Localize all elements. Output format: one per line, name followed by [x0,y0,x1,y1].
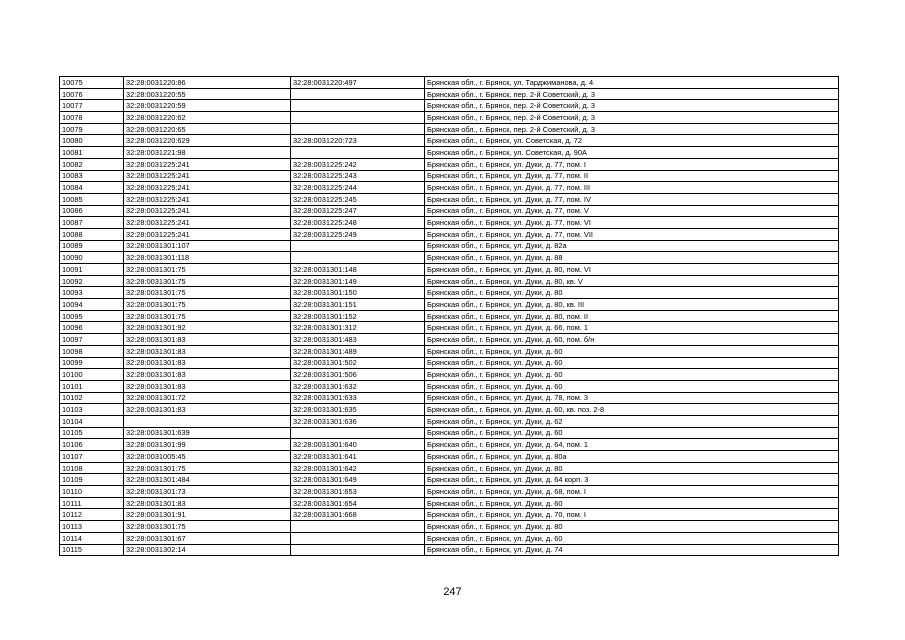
object-cadastral-number-cell [291,532,425,544]
object-cadastral-number-cell: 32:28:0031225:247 [291,205,425,217]
cadastral-number-cell: 32:28:0031220:65 [124,123,291,135]
cadastral-number-cell: 32:28:0031225:241 [124,170,291,182]
address-cell: Брянская обл., г. Брянск, ул. Тарджиманова, д. 4 [425,77,839,89]
row-number-cell: 10103 [60,404,124,416]
table-row [60,462,839,474]
address-cell: Брянская обл., г. Брянск, ул. Дуки, д. 68, пом. I [425,486,839,498]
object-cadastral-number-cell [291,123,425,135]
object-cadastral-number-cell: 32:28:0031220:723 [291,135,425,147]
cadastral-number-cell: 32:28:0031301:73 [124,486,291,498]
address-cell: Брянская обл., г. Брянск, ул. Дуки, д. 80 [425,521,839,533]
table-row [60,486,839,498]
cadastral-number-cell: 32:28:0031301:75 [124,299,291,311]
row-number-cell: 10107 [60,451,124,463]
row-number-cell: 10104 [60,415,124,427]
object-cadastral-number-cell: 32:28:0031301:632 [291,380,425,392]
table-row [60,135,839,147]
row-number-cell: 10077 [60,100,124,112]
row-number-cell: 10097 [60,334,124,346]
table-row [60,88,839,100]
cadastral-number-cell: 32:28:0031301:83 [124,497,291,509]
table-row [60,380,839,392]
cadastral-number-cell: 32:28:0031301:83 [124,334,291,346]
address-cell: Брянская обл., г. Брянск, ул. Дуки, д. 62 [425,415,839,427]
register-table [59,76,839,556]
object-cadastral-number-cell: 32:28:0031220:497 [291,77,425,89]
address-cell: Брянская обл., г. Брянск, ул. Советская, д. 72 [425,135,839,147]
cadastral-number-cell: 32:28:0031225:241 [124,158,291,170]
object-cadastral-number-cell [291,88,425,100]
address-cell: Брянская обл., г. Брянск, ул. Дуки, д. 80 [425,462,839,474]
table-row [60,299,839,311]
table-row [60,509,839,521]
address-cell: Брянская обл., г. Брянск, ул. Дуки, д. 60 [425,345,839,357]
address-cell: Брянская обл., г. Брянск, пер. 2-й Советский, д. 3 [425,100,839,112]
cadastral-number-cell: 32:28:0031220:62 [124,112,291,124]
table-row [60,544,839,556]
address-cell: Брянская обл., г. Брянск, ул. Дуки, д. 60 [425,357,839,369]
cadastral-number-cell: 32:28:0031301:83 [124,345,291,357]
row-number-cell: 10086 [60,205,124,217]
address-cell: Брянская обл., г. Брянск, пер. 2-й Советский, д. 3 [425,88,839,100]
row-number-cell: 10093 [60,287,124,299]
cadastral-number-cell: 32:28:0031301:83 [124,380,291,392]
address-cell: Брянская обл., г. Брянск, ул. Дуки, д. 60 [425,380,839,392]
object-cadastral-number-cell [291,100,425,112]
row-number-cell: 10112 [60,509,124,521]
table-row [60,532,839,544]
row-number-cell: 10083 [60,170,124,182]
address-cell: Брянская обл., г. Брянск, ул. Дуки, д. 88 [425,252,839,264]
cadastral-number-cell: 32:28:0031225:241 [124,228,291,240]
row-number-cell: 10084 [60,182,124,194]
object-cadastral-number-cell: 32:28:0031301:641 [291,451,425,463]
address-cell: Брянская обл., г. Брянск, ул. Дуки, д. 77, пом. III [425,182,839,194]
cadastral-number-cell: 32:28:0031220:59 [124,100,291,112]
row-number-cell: 10111 [60,497,124,509]
row-number-cell: 10080 [60,135,124,147]
table-row [60,345,839,357]
row-number-cell: 10095 [60,310,124,322]
cadastral-number-cell: 32:28:0031301:639 [124,427,291,439]
cadastral-number-cell: 32:28:0031301:75 [124,462,291,474]
object-cadastral-number-cell: 32:28:0031225:248 [291,217,425,229]
table-row [60,123,839,135]
object-cadastral-number-cell: 32:28:0031301:506 [291,369,425,381]
object-cadastral-number-cell: 32:28:0031225:243 [291,170,425,182]
row-number-cell: 10114 [60,532,124,544]
object-cadastral-number-cell: 32:28:0031225:245 [291,193,425,205]
object-cadastral-number-cell [291,544,425,556]
object-cadastral-number-cell: 32:28:0031301:653 [291,486,425,498]
table-row [60,158,839,170]
cadastral-number-cell: 32:28:0031301:91 [124,509,291,521]
object-cadastral-number-cell [291,112,425,124]
table-row [60,451,839,463]
table-row [60,287,839,299]
cadastral-number-cell [124,415,291,427]
table-row [60,77,839,89]
table-row [60,334,839,346]
table-row [60,217,839,229]
cadastral-number-cell: 32:28:0031301:75 [124,521,291,533]
table-row [60,205,839,217]
row-number-cell: 10078 [60,112,124,124]
object-cadastral-number-cell [291,147,425,159]
cadastral-number-cell: 32:28:0031220:629 [124,135,291,147]
cadastral-number-cell: 32:28:0031301:75 [124,264,291,276]
address-cell: Брянская обл., г. Брянск, ул. Дуки, д. 77, пом. VII [425,228,839,240]
cadastral-number-cell: 32:28:0031301:75 [124,275,291,287]
address-cell: Брянская обл., г. Брянск, ул. Дуки, д. 64 корп. 3 [425,474,839,486]
address-cell: Брянская обл., г. Брянск, ул. Дуки, д. 77, пом. VI [425,217,839,229]
cadastral-number-cell: 32:28:0031301:99 [124,439,291,451]
address-cell: Брянская обл., г. Брянск, ул. Дуки, д. 77, пом. II [425,170,839,182]
address-cell: Брянская обл., г. Брянск, ул. Дуки, д. 80, кв. III [425,299,839,311]
row-number-cell: 10089 [60,240,124,252]
cadastral-number-cell: 32:28:0031005:45 [124,451,291,463]
table-row [60,357,839,369]
row-number-cell: 10113 [60,521,124,533]
register-table-body [60,77,839,556]
row-number-cell: 10087 [60,217,124,229]
table-row [60,322,839,334]
cadastral-number-cell: 32:28:0031301:75 [124,287,291,299]
address-cell: Брянская обл., г. Брянск, ул. Дуки, д. 60 [425,532,839,544]
table-row [60,427,839,439]
row-number-cell: 10092 [60,275,124,287]
cadastral-number-cell: 32:28:0031301:83 [124,369,291,381]
cadastral-number-cell: 32:28:0031301:72 [124,392,291,404]
table-row [60,240,839,252]
cadastral-number-cell: 32:28:0031225:241 [124,217,291,229]
address-cell: Брянская обл., г. Брянск, ул. Дуки, д. 60, пом. б/н [425,334,839,346]
row-number-cell: 10075 [60,77,124,89]
object-cadastral-number-cell: 32:28:0031301:642 [291,462,425,474]
object-cadastral-number-cell: 32:28:0031301:148 [291,264,425,276]
row-number-cell: 10079 [60,123,124,135]
address-cell: Брянская обл., г. Брянск, ул. Дуки, д. 70, пом. I [425,509,839,521]
cadastral-number-cell: 32:28:0031220:55 [124,88,291,100]
row-number-cell: 10088 [60,228,124,240]
cadastral-number-cell: 32:28:0031301:75 [124,310,291,322]
object-cadastral-number-cell [291,240,425,252]
object-cadastral-number-cell: 32:28:0031301:149 [291,275,425,287]
address-cell: Брянская обл., г. Брянск, ул. Дуки, д. 77, пом. IV [425,193,839,205]
object-cadastral-number-cell: 32:28:0031301:636 [291,415,425,427]
row-number-cell: 10096 [60,322,124,334]
row-number-cell: 10102 [60,392,124,404]
object-cadastral-number-cell: 32:28:0031225:242 [291,158,425,170]
row-number-cell: 10110 [60,486,124,498]
cadastral-number-cell: 32:28:0031301:484 [124,474,291,486]
cadastral-number-cell: 32:28:0031301:92 [124,322,291,334]
row-number-cell: 10101 [60,380,124,392]
object-cadastral-number-cell: 32:28:0031301:312 [291,322,425,334]
table-row [60,147,839,159]
table-row [60,228,839,240]
row-number-cell: 10108 [60,462,124,474]
row-number-cell: 10098 [60,345,124,357]
row-number-cell: 10091 [60,264,124,276]
object-cadastral-number-cell: 32:28:0031301:502 [291,357,425,369]
address-cell: Брянская обл., г. Брянск, ул. Дуки, д. 77, пом. V [425,205,839,217]
table-row [60,170,839,182]
object-cadastral-number-cell: 32:28:0031301:489 [291,345,425,357]
address-cell: Брянская обл., г. Брянск, ул. Дуки, д. 80, пом. VI [425,264,839,276]
row-number-cell: 10105 [60,427,124,439]
table-row [60,310,839,322]
row-number-cell: 10094 [60,299,124,311]
address-cell: Брянская обл., г. Брянск, пер. 2-й Советский, д. 3 [425,123,839,135]
object-cadastral-number-cell: 32:28:0031301:649 [291,474,425,486]
object-cadastral-number-cell: 32:28:0031301:633 [291,392,425,404]
row-number-cell: 10085 [60,193,124,205]
cadastral-number-cell: 32:28:0031302:14 [124,544,291,556]
cadastral-number-cell: 32:28:0031225:241 [124,193,291,205]
table-row [60,193,839,205]
object-cadastral-number-cell: 32:28:0031301:654 [291,497,425,509]
row-number-cell: 10082 [60,158,124,170]
cadastral-number-cell: 32:28:0031301:118 [124,252,291,264]
table-row [60,392,839,404]
object-cadastral-number-cell: 32:28:0031225:249 [291,228,425,240]
address-cell: Брянская обл., г. Брянск, ул. Дуки, д. 64, пом. 1 [425,439,839,451]
table-row [60,112,839,124]
object-cadastral-number-cell: 32:28:0031225:244 [291,182,425,194]
table-row [60,415,839,427]
table-row [60,474,839,486]
table-row [60,497,839,509]
object-cadastral-number-cell [291,252,425,264]
cadastral-number-cell: 32:28:0031301:67 [124,532,291,544]
object-cadastral-number-cell: 32:28:0031301:483 [291,334,425,346]
object-cadastral-number-cell: 32:28:0031301:152 [291,310,425,322]
row-number-cell: 10081 [60,147,124,159]
table-row [60,439,839,451]
address-cell: Брянская обл., г. Брянск, ул. Дуки, д. 82а [425,240,839,252]
cadastral-number-cell: 32:28:0031301:83 [124,404,291,416]
address-cell: Брянская обл., г. Брянск, пер. 2-й Советский, д. 3 [425,112,839,124]
object-cadastral-number-cell: 32:28:0031301:151 [291,299,425,311]
cadastral-number-cell: 32:28:0031225:241 [124,182,291,194]
cadastral-number-cell: 32:28:0031220:86 [124,77,291,89]
address-cell: Брянская обл., г. Брянск, ул. Дуки, д. 60 [425,369,839,381]
object-cadastral-number-cell: 32:28:0031301:668 [291,509,425,521]
cadastral-number-cell: 32:28:0031221:98 [124,147,291,159]
page-number: 247 [443,586,462,598]
object-cadastral-number-cell [291,521,425,533]
address-cell: Брянская обл., г. Брянск, ул. Дуки, д. 80, пом. II [425,310,839,322]
table-row [60,404,839,416]
address-cell: Брянская обл., г. Брянск, ул. Дуки, д. 66, пом. 1 [425,322,839,334]
cadastral-number-cell: 32:28:0031301:107 [124,240,291,252]
address-cell: Брянская обл., г. Брянск, ул. Дуки, д. 74 [425,544,839,556]
row-number-cell: 10115 [60,544,124,556]
cadastral-number-cell: 32:28:0031225:241 [124,205,291,217]
object-cadastral-number-cell: 32:28:0031301:640 [291,439,425,451]
table-row [60,100,839,112]
row-number-cell: 10106 [60,439,124,451]
row-number-cell: 10076 [60,88,124,100]
object-cadastral-number-cell [291,427,425,439]
row-number-cell: 10109 [60,474,124,486]
address-cell: Брянская обл., г. Брянск, ул. Дуки, д. 80, кв. V [425,275,839,287]
address-cell: Брянская обл., г. Брянск, ул. Дуки, д. 78, пом. 3 [425,392,839,404]
table-row [60,264,839,276]
address-cell: Брянская обл., г. Брянск, ул. Дуки, д. 60 [425,497,839,509]
row-number-cell: 10090 [60,252,124,264]
row-number-cell: 10100 [60,369,124,381]
address-cell: Брянская обл., г. Брянск, ул. Дуки, д. 60, кв. поз. 2-8 [425,404,839,416]
object-cadastral-number-cell: 32:28:0031301:635 [291,404,425,416]
table-row [60,369,839,381]
table-row [60,275,839,287]
cadastral-number-cell: 32:28:0031301:83 [124,357,291,369]
table-row [60,521,839,533]
address-cell: Брянская обл., г. Брянск, ул. Дуки, д. 60 [425,427,839,439]
address-cell: Брянская обл., г. Брянск, ул. Дуки, д. 80а [425,451,839,463]
table-row [60,182,839,194]
row-number-cell: 10099 [60,357,124,369]
object-cadastral-number-cell: 32:28:0031301:150 [291,287,425,299]
address-cell: Брянская обл., г. Брянск, ул. Дуки, д. 80 [425,287,839,299]
address-cell: Брянская обл., г. Брянск, ул. Дуки, д. 77, пом. I [425,158,839,170]
table-row [60,252,839,264]
address-cell: Брянская обл., г. Брянск, ул. Советская, д. 90А [425,147,839,159]
